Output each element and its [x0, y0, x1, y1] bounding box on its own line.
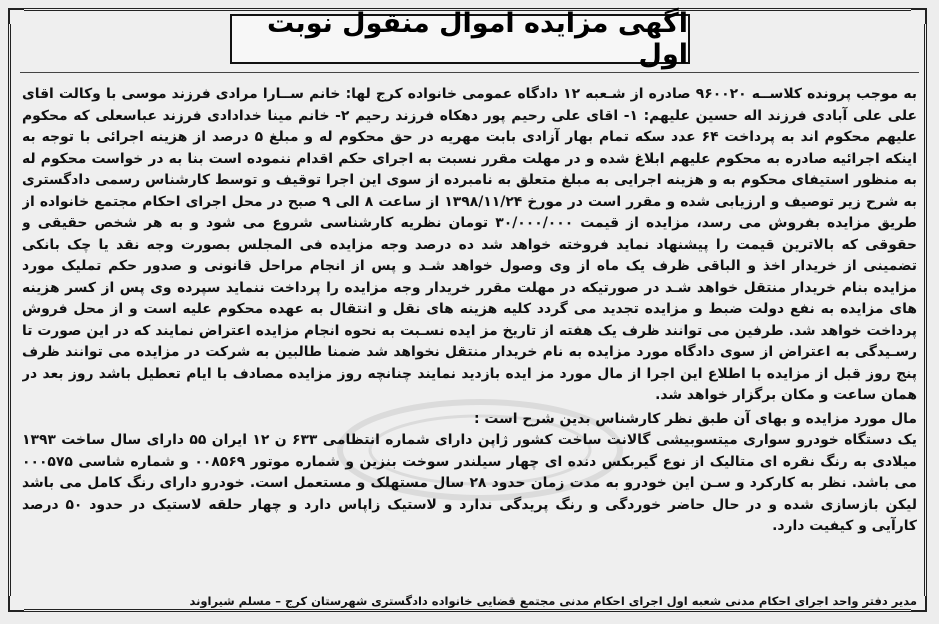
title-box	[230, 8, 690, 70]
notice-content	[22, 84, 917, 554]
signature-footer: مدیر دفتر واحد اجرای احکام مدنی شعبه اول اجرای احکام مدنی مجتمع قضایی خانواده دادگستری شهرستان کرج – مسلم شیراوند	[189, 594, 917, 608]
notice-title: اگهی مزایده اموال منقول نوبت اول	[266, 8, 688, 70]
frame-corner	[911, 8, 927, 24]
notice-body: به موجب پرونده کلاســه ۹۶۰۰۲۰ صادره از شـعبه ۱۲ دادگاه عمومی خانواده کرج لها: خانم ســارا مرادی فرزند موسی با وکالت اقای علی علی آبادی فرزند اله حسین علیهم: ۱- اقای علی رحیم پور دهکاه فرزند رحیم ۲- خانم مینا خدادادی فرزند عباسعلی که محکوم علیهم محکوم اند به پرداخت ۶۴ عدد سکه تمام بهار آزادی بابت مهریه در حق محکوم له و مبلغ ۵ درصد از هزینه اجرائی با توجه به اینکه اجرائیه صادره به محکوم علیهم ابلاغ شده و در مهلت مقرر نسبت به اجرای حکم اقدام ننموده است بنا به در خواست محکوم له به منظور استیفای محکوم به و هزینه اجرایی به مبلغ متعلق به نامبرده از سوی این اجرا توقیف و توسط کارشناس رسمی دادگستری به شرح زیر توصیف و ارزیابی شده و مقرر است در مورخ ۱۳۹۸/۱۱/۲۴ از ساعت ۸ الی ۹ صبح در محل اجرای احکام مجتمع خانواده از طریق مزایده بفروش می رسد، مزایده از قیمت ۳۰/۰۰۰/۰۰۰ تومان نظریه کارشناسی شروع می شود و به هر شخص حقیقی و حقوقی که بالاترین قیمت را پیشنهاد نماید فروخته خواهد شد ده درصد وجه مزایده فی المجلس بصورت وجه نقد یا چک بانکی تضمینی از خریدار اخذ و الباقی ظرف یک ماه از وی وصول خواهد شـد و پس از انجام مراحل قانونی و صدور حکم تملیک مورد مزایده بنام خریدار منتقل خواهد شـد در صورتیکه در مهلت مقرر خریدار وجه مزایده را پرداخت ننماید سپرده وی پس از کسر هزینه های مزایده به نفع دولت ضبط و مزایده تجدید می گردد کلیه هزینه های نقل و انتقال به عهده محکوم علیه است و از محل فروش پرداخت خواهد شد. طرفین می توانند ظرف یک هفته از تاریخ مز ایده نسـبت به نحوه انجام مزایده اعتراض نمایند که در این صورت تا رسـیدگی به اعتراض از سوی دادگاه مورد مزایده به نام خریدار منتقل نخواهد شد ضمنا طالبین به شرکت در مزایده می توانند ظرف پنج روز قبل از مزایده با اطلاع این اجرا از مال مورد مز ایده بازدید نمایند چنانچه روز مزایده مصادف با ایام تعطیل باشد روز بعد در همان ساعت و مکان برگزار خواهد شد.	[22, 86, 917, 403]
item-section-title: مال مورد مزایده و بهای آن طبق نظر کارشناس بدین شرح است :	[474, 410, 917, 427]
item-description: یک دستگاه خودرو سواری میتسوبیشی گالانت ساخت کشور ژاپن دارای شماره انتظامی ۶۳۳ ن ۱۲ ایران ۵۵ دارای سال ساخت ۱۳۹۳ میلادی به رنگ نقره ای متالیک از نوع گیربکس دنده ای چهار سیلندر سوخت بنزین و شماره موتور ۰۰۸۵۶۹ و شماره شاسی ۰۰۰۵۷۵ می باشد. نظر به کارکرد و سـن این خودرو به مدت زمان حدود ۲۸ سال مستهلک و مستعمل است. خودرو دارای رنگ کامل می باشد لیکن بازسازی شده و در حال حاضر خوردگی و رنگ پریدگی ندارد و لاستیک زاپاس دارد و چهار حلقه لاستیک در حدود ۵۰ درصد کارآیی و کیفیت دارد.	[22, 432, 917, 534]
frame-corner	[8, 8, 24, 24]
divider	[20, 72, 919, 73]
